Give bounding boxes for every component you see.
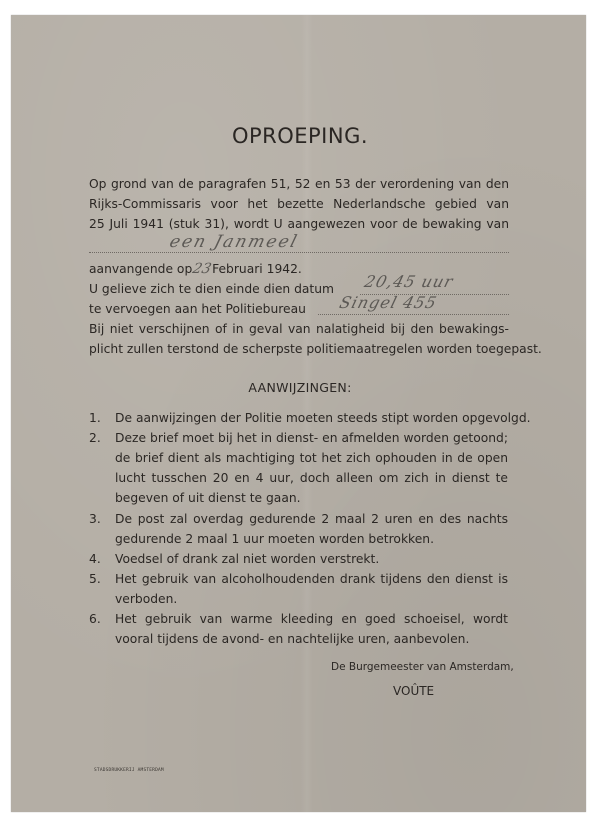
handwritten-start-day: 23: [191, 261, 214, 277]
warning-line-2: plicht zullen terstond de scherpste politiemaatregelen worden toegepast.: [89, 342, 542, 356]
report-label: U gelieve zich te dien einde dien datum: [89, 282, 335, 296]
instruction-6-line-1: Het gebruik van warme kleeding en goed schoeisel, wordt: [115, 612, 508, 626]
instruction-4-line-1: Voedsel of drank zal niet worden verstrekt.: [115, 552, 380, 566]
instruction-1-line-1: De aanwijzingen der Politie moeten steeds stipt worden opgevolgd.: [115, 411, 531, 425]
handwritten-location: een Janmeel: [167, 232, 301, 252]
instruction-number-1: 1.: [89, 411, 101, 425]
instruction-6-line-2: vooral tijdens de avond- en nachtelijke uren, aanbevolen.: [115, 632, 470, 646]
instructions-heading: AANWIJZINGEN:: [248, 380, 352, 395]
location-dotted-line: [89, 252, 509, 253]
instruction-2-line-3: lucht tusschen 20 en 4 uur, doch alleen om zich in dienst te: [115, 471, 508, 485]
instruction-number-4: 4.: [89, 552, 101, 566]
start-prefix: aanvangende op: [89, 262, 193, 276]
bureau-dotted-line: [318, 314, 509, 315]
document-title: OPROEPING.: [231, 124, 369, 148]
intro-line-1: Op grond van de paragrafen 51, 52 en 53 der verordening van den: [89, 177, 509, 191]
instruction-number-2: 2.: [89, 431, 101, 445]
instruction-number-6: 6.: [89, 612, 101, 626]
intro-line-2: Rijks-Commissaris voor het bezette Nederlandsche gebied van: [89, 197, 509, 211]
start-date-line: [89, 259, 302, 279]
handwritten-report-time: 20,45 uur: [362, 272, 456, 291]
intro-line-3: 25 Juli 1941 (stuk 31), wordt U aangewezen voor de bewaking van: [89, 217, 509, 231]
start-suffix: Februari 1942.: [212, 262, 302, 276]
instruction-2-line-2: de brief dient als machtiging tot het zich ophouden in de open: [115, 451, 508, 465]
instruction-3-line-2: gedurende 2 maal 1 uur moeten worden betrokken.: [115, 532, 435, 546]
signatory-title: De Burgemeester van Amsterdam,: [331, 661, 514, 673]
instruction-3-line-1: De post zal overdag gedurende 2 maal 2 uren en des nachts: [115, 512, 508, 526]
printer-imprint: STADSDRUKKERIJ AMSTERDAM: [94, 768, 164, 773]
instruction-number-5: 5.: [89, 572, 101, 586]
instruction-5-line-1: Het gebruik van alcoholhoudenden drank tijdens den dienst is: [115, 572, 508, 586]
bureau-label: te vervoegen aan het Politiebureau: [89, 302, 306, 316]
instruction-2-line-1: Deze brief moet bij het in dienst- en afmelden worden getoond;: [115, 431, 508, 445]
instruction-5-line-2: verboden.: [115, 592, 178, 606]
instruction-2-line-4: begeven of uit dienst te gaan.: [115, 491, 301, 505]
instruction-number-3: 3.: [89, 512, 101, 526]
signatory-name: VOÛTE: [393, 684, 435, 698]
warning-line-1: Bij niet verschijnen of in geval van nalatigheid bij den bewakings-: [89, 322, 509, 336]
handwritten-bureau: Singel 455: [337, 293, 440, 312]
